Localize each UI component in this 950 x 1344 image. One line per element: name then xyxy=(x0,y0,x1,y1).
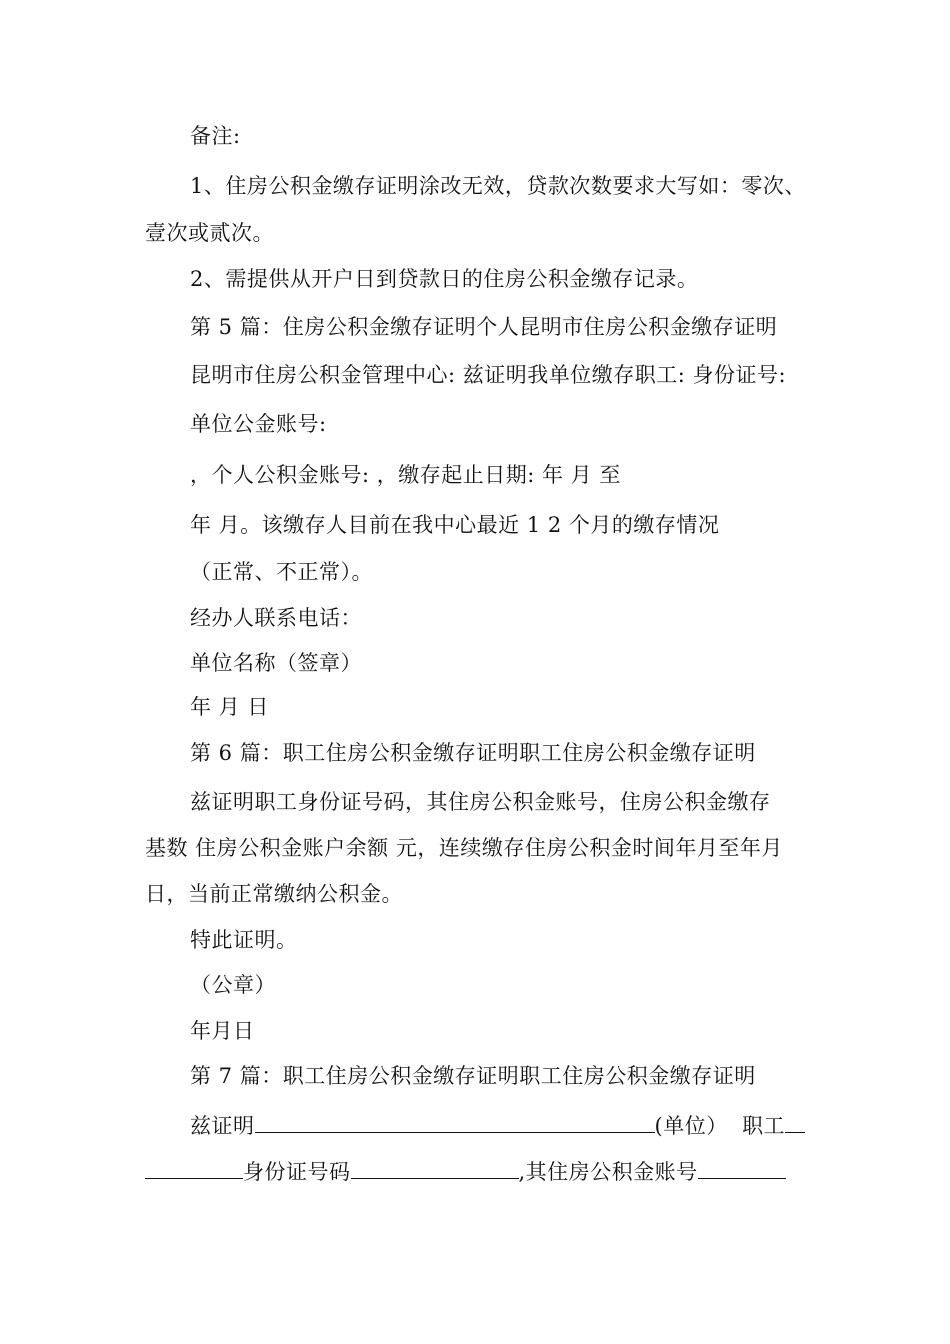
account-label: ,其住房公积金账号 xyxy=(518,1160,698,1184)
unit-label: (单位） xyxy=(654,1114,728,1138)
date-line-5: 年 月 日 xyxy=(190,695,269,719)
note-item-1: 1、住房公积金缴存证明涂改无效，贷款次数要求大写如：零次、 xyxy=(190,174,806,198)
section-5-line-4: 年 月。该缴存人目前在我中心最近 1 2 个月的缴存情况 xyxy=(190,513,720,537)
certify-text: 特此证明。 xyxy=(190,928,298,952)
form-line-1 xyxy=(190,1110,830,1141)
section-5-line-1: 昆明市住房公积金管理中心: 兹证明我单位缴存职工: 身份证号: xyxy=(190,363,787,387)
section-5-line-5: （正常、不正常）。 xyxy=(190,560,373,584)
date-line-6: 年月日 xyxy=(190,1019,255,1043)
account-blank[interactable] xyxy=(698,1156,786,1179)
note-item-1-cont: 壹次或贰次。 xyxy=(145,221,274,245)
official-seal-label: （公章） xyxy=(190,973,276,997)
form-line-2 xyxy=(145,1156,825,1187)
unit-blank[interactable] xyxy=(255,1110,655,1133)
worker-label: 职工 xyxy=(742,1114,786,1138)
note-heading: 备注: xyxy=(190,124,241,148)
id-number-label: 身份证号码 xyxy=(243,1160,351,1184)
section-6-title: 第 6 篇：职工住房公积金缴存证明职工住房公积金缴存证明 xyxy=(190,741,756,765)
form-prefix: 兹证明 xyxy=(190,1114,255,1138)
section-5-title: 第 5 篇：住房公积金缴存证明个人昆明市住房公积金缴存证明 xyxy=(190,315,778,339)
unit-name-seal-label: 单位名称（签章） xyxy=(190,651,362,675)
contact-phone-label: 经办人联系电话： xyxy=(190,606,362,630)
section-6-line-2: 基数 住房公积金账户余额 元，连续缴存住房公积金时间年月至年月 xyxy=(145,836,783,860)
section-6-line-1: 兹证明职工身份证号码，其住房公积金账号，住房公积金缴存 xyxy=(190,790,771,814)
id-number-blank[interactable] xyxy=(351,1156,519,1179)
section-5-line-2: 单位公金账号: xyxy=(190,412,327,436)
section-7-title: 第 7 篇：职工住房公积金缴存证明职工住房公积金缴存证明 xyxy=(190,1064,756,1088)
section-6-line-3: 日，当前正常缴纳公积金。 xyxy=(145,882,403,906)
note-item-2: 2、需提供从开户日到贷款日的住房公积金缴存记录。 xyxy=(190,267,699,291)
section-5-line-3: ，个人公积金账号: ，缴存起止日期: 年 月 至 xyxy=(190,463,621,487)
worker-blank-end[interactable] xyxy=(145,1156,243,1179)
worker-blank-start[interactable] xyxy=(785,1110,805,1133)
